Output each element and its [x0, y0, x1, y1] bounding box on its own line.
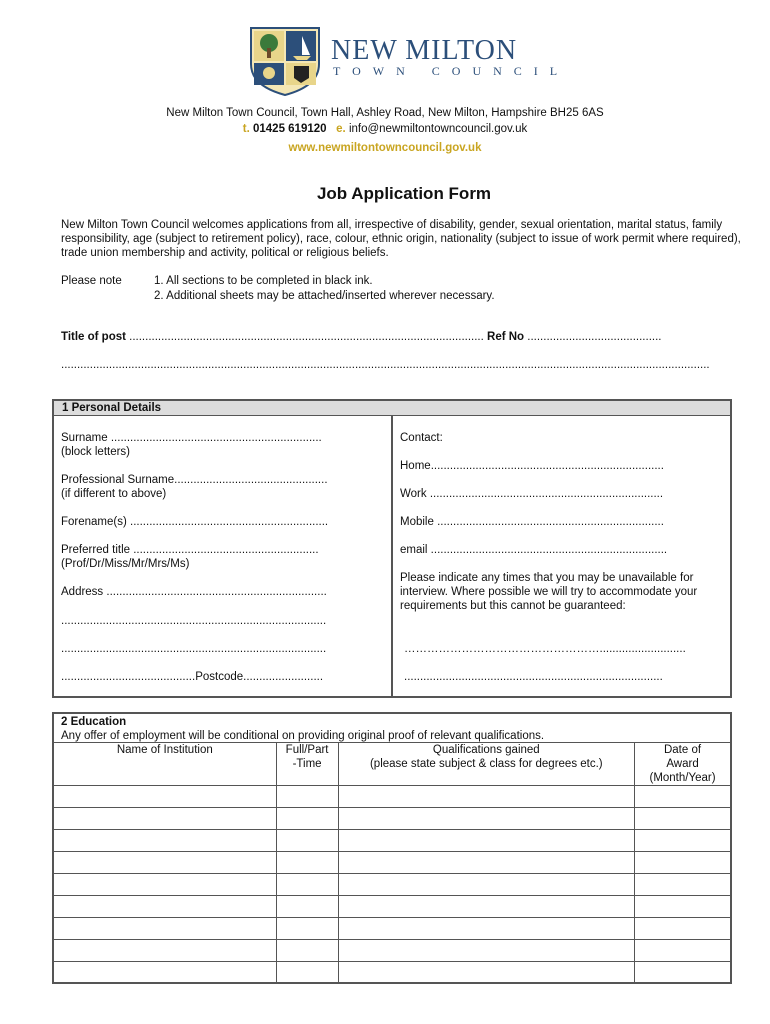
intro-paragraph: New Milton Town Council welcomes applications from all, irrespective of disability, gender, sexual orientation, marital status, family responsibility, age (subject to retirement policy), race, colour, ethnic origin, nationality (subject to issue of work permit where required), trade union membership and activity, political or religious beliefs. — [61, 219, 741, 259]
availability-text: Please indicate any times that you may be unavailable for interview. Where possible we will try to accommodate your requirements but this cannot be guaranteed: — [400, 572, 698, 612]
surname-field[interactable]: Surname .................................................................. — [61, 432, 322, 444]
column-header-mode: Full/Part -Time — [276, 743, 338, 786]
column-header-qualifications: Qualifications gained (please state subject & class for degrees etc.) — [338, 743, 634, 786]
institution-cell[interactable] — [54, 918, 277, 940]
mode-cell[interactable] — [276, 962, 338, 984]
website-link[interactable]: www.newmiltontowncouncil.gov.uk — [288, 142, 482, 154]
postcode-label: Postcode — [195, 671, 244, 683]
institution-cell[interactable] — [54, 786, 277, 808]
institution-cell[interactable] — [54, 874, 277, 896]
org-name: NEW MILTON — [331, 35, 518, 66]
date-cell[interactable] — [635, 918, 731, 940]
qualification-cell[interactable] — [338, 962, 634, 984]
qualification-cell[interactable] — [338, 852, 634, 874]
education-table — [53, 742, 731, 984]
mode-cell[interactable] — [276, 808, 338, 830]
address-label: Address — [61, 586, 104, 598]
council-address: New Milton Town Council, Town Hall, Ashley Road, New Milton, Hampshire BH25 6AS — [166, 107, 604, 119]
column-header-institution: Name of Institution — [54, 743, 277, 786]
qualification-cell[interactable] — [338, 896, 634, 918]
forenames-field[interactable]: Forename(s) .............................................................. — [61, 516, 329, 528]
email-label: e. — [336, 123, 346, 135]
mode-cell[interactable] — [276, 896, 338, 918]
institution-cell[interactable] — [54, 808, 277, 830]
email-label-field: email — [400, 544, 428, 556]
date-cell[interactable] — [635, 940, 731, 962]
institution-cell[interactable] — [54, 896, 277, 918]
education-heading: 2 Education — [61, 716, 127, 728]
institution-cell[interactable] — [54, 830, 277, 852]
preferred-title-label: Preferred title — [61, 544, 131, 556]
mode-cell[interactable] — [276, 918, 338, 940]
professional-surname-field[interactable]: Professional Surname................................................ — [61, 474, 328, 486]
home-phone-field[interactable]: Home......................................................................... — [400, 460, 664, 472]
institution-cell[interactable] — [54, 962, 277, 984]
mode-cell[interactable] — [276, 786, 338, 808]
table-row — [54, 830, 731, 852]
form-title: Job Application Form — [316, 184, 492, 203]
title-continuation-line[interactable]: ........................................................................................................................................................................................................... — [61, 359, 710, 371]
tel-number: 01425 619120 — [252, 123, 327, 135]
tel-label: t. — [242, 123, 250, 135]
council-crest — [249, 26, 321, 96]
work-label: Work — [400, 488, 427, 500]
institution-cell[interactable] — [54, 940, 277, 962]
table-row — [54, 896, 731, 918]
surname-label: Surname — [61, 432, 108, 444]
mobile-label: Mobile — [400, 516, 434, 528]
address-line[interactable]: ................................................................................... — [61, 643, 327, 655]
availability-line[interactable]: ……………………………………………........................... — [404, 643, 686, 655]
preferred-title-hint: (Prof/Dr/Miss/Mr/Mrs/Ms) — [61, 558, 190, 570]
mode-cell[interactable] — [276, 852, 338, 874]
preferred-title-field[interactable]: Preferred title .......................................................... — [61, 544, 319, 556]
address-field[interactable]: Address ..................................................................... — [61, 586, 327, 598]
forenames-label: Forename(s) — [61, 516, 127, 528]
email-field[interactable]: email .......................................................................... — [400, 544, 668, 556]
qualification-cell[interactable] — [338, 808, 634, 830]
table-row — [54, 940, 731, 962]
table-row — [54, 808, 731, 830]
title-of-post-row[interactable]: Title of post ............................................................................................................... Ref No .......................................... — [61, 331, 662, 343]
mobile-field[interactable]: Mobile ....................................................................... — [400, 516, 664, 528]
address-line[interactable]: ................................................................................... — [61, 615, 327, 627]
qualification-cell[interactable] — [338, 918, 634, 940]
work-phone-field[interactable]: Work ......................................................................... — [400, 488, 664, 500]
date-cell[interactable] — [635, 808, 731, 830]
table-row — [54, 962, 731, 984]
date-cell[interactable] — [635, 896, 731, 918]
personal-details-heading: 1 Personal Details — [54, 401, 730, 416]
date-cell[interactable] — [635, 962, 731, 984]
title-of-post-label: Title of post — [61, 331, 126, 343]
table-row — [54, 918, 731, 940]
note-label: Please note — [61, 275, 122, 287]
note-item: 2. Additional sheets may be attached/inserted wherever necessary. — [154, 290, 495, 302]
education-subheading: Any offer of employment will be conditional on providing original proof of relevant qualifications. — [61, 730, 545, 742]
org-subname: TOWN COUNCIL — [333, 64, 570, 78]
personal-divider — [391, 416, 393, 696]
table-row — [54, 786, 731, 808]
surname-hint: (block letters) — [61, 446, 131, 458]
contact-line — [0, 122, 770, 136]
qualification-cell[interactable] — [338, 940, 634, 962]
date-cell[interactable] — [635, 830, 731, 852]
date-cell[interactable] — [635, 874, 731, 896]
home-label: Home — [400, 460, 431, 472]
email-address[interactable]: info@newmiltontowncouncil.gov.uk — [348, 123, 528, 135]
institution-cell[interactable] — [54, 852, 277, 874]
mode-cell[interactable] — [276, 830, 338, 852]
postcode-field[interactable]: ..........................................Postcode......................... — [61, 671, 324, 683]
date-cell[interactable] — [635, 852, 731, 874]
date-cell[interactable] — [635, 786, 731, 808]
column-header-date: Date of Award (Month/Year) — [635, 743, 731, 786]
professional-surname-hint: (if different to above) — [61, 488, 167, 500]
ref-no-label: Ref No — [487, 331, 525, 343]
table-row — [54, 852, 731, 874]
availability-line[interactable]: ................................................................................. — [404, 671, 663, 683]
qualification-cell[interactable] — [338, 786, 634, 808]
note-item: 1. All sections to be completed in black ink. — [154, 275, 373, 287]
mode-cell[interactable] — [276, 874, 338, 896]
qualification-cell[interactable] — [338, 874, 634, 896]
contact-label: Contact: — [400, 432, 443, 444]
qualification-cell[interactable] — [338, 830, 634, 852]
mode-cell[interactable] — [276, 940, 338, 962]
table-row — [54, 874, 731, 896]
professional-surname-label: Professional Surname — [61, 474, 175, 486]
